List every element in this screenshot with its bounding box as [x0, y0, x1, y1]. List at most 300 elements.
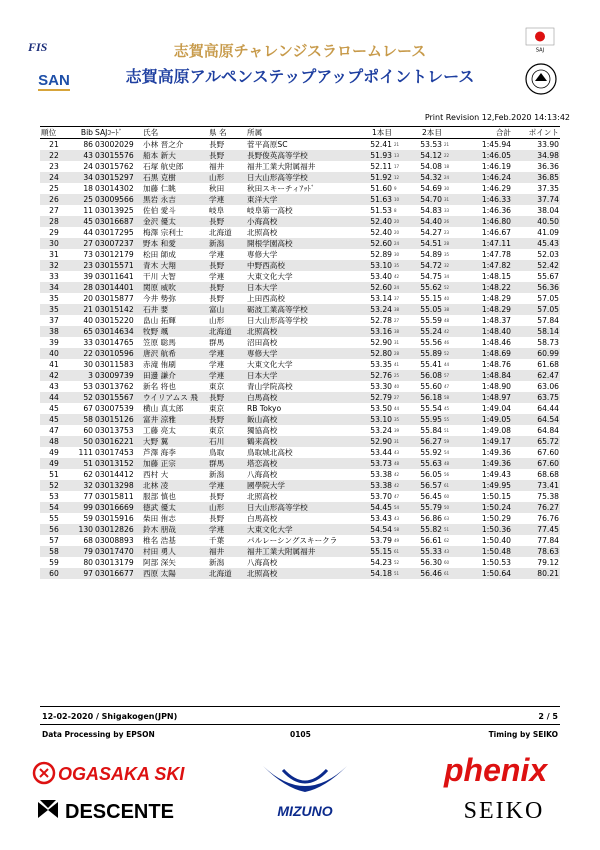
- cell-run1-rank: 27: [393, 392, 408, 403]
- japan-flag-icon: [525, 27, 555, 53]
- cell-run1: 53.10: [358, 414, 393, 425]
- cell-affiliation: 東洋大学: [246, 194, 358, 205]
- table-row: [40, 150, 560, 161]
- cell-run2-rank: 38: [443, 304, 458, 315]
- cell-prefecture: 鳥取: [209, 448, 225, 457]
- cell-run1-rank: 35: [393, 260, 408, 271]
- cell-run1: 54.23: [370, 558, 392, 567]
- cell-total: 1:49.05: [458, 414, 512, 425]
- cell-run2: 55.84: [420, 426, 442, 435]
- table-row: [40, 491, 560, 502]
- col-bib: Bib: [68, 127, 94, 139]
- cell-points: 56.36: [512, 282, 560, 293]
- cell-total: 1:46.67: [481, 228, 511, 237]
- cell-points: 75.38: [537, 492, 559, 501]
- cell-name: 徳武 優太: [142, 502, 208, 513]
- cell-run1-rank: 17: [394, 164, 400, 169]
- cell-prefecture: 北海道: [208, 326, 246, 337]
- cell-saj-code: 03015142: [94, 304, 142, 315]
- cell-run1: 54.18: [358, 568, 393, 579]
- cell-prefecture: 長野: [209, 514, 225, 523]
- cell-prefecture: 群馬: [208, 458, 246, 469]
- race-date-location: 12-02-2020 / Shigakogen(JPN): [42, 712, 178, 721]
- cell-run2: 56.27: [408, 436, 443, 447]
- cell-points: 52.42: [512, 260, 560, 271]
- cell-affiliation: 菅平高原SC: [247, 140, 288, 149]
- cell-rank: 26: [40, 194, 68, 205]
- cell-rank: 32: [40, 260, 68, 271]
- cell-rank: 45: [49, 404, 59, 413]
- cell-run2-rank: 23: [444, 230, 450, 235]
- cell-run2-rank: 60: [444, 494, 450, 499]
- cell-bib: 32: [68, 480, 94, 491]
- cell-prefecture: 長野: [208, 216, 246, 227]
- cell-total: 1:50.15: [481, 492, 511, 501]
- cell-saj-code: 03017470: [94, 546, 142, 557]
- cell-run1-rank: 38: [393, 326, 408, 337]
- cell-run1-rank: 28: [393, 348, 408, 359]
- cell-run2-rank: 51: [443, 524, 458, 535]
- cell-name: 富井 涼雅: [142, 414, 208, 425]
- cell-total: 1:46.33: [458, 194, 512, 205]
- cell-saj-code: 03010596: [94, 348, 142, 359]
- cell-run1-rank: 40: [394, 384, 400, 389]
- cell-points: 57.05: [537, 294, 559, 303]
- cell-total: 1:48.40: [458, 326, 512, 337]
- cell-run2-rank: 48: [444, 318, 450, 323]
- cell-points: 73.41: [512, 480, 560, 491]
- cell-affiliation: 北照高校: [246, 568, 358, 579]
- cell-prefecture: 福井: [209, 162, 225, 171]
- svg-text:MIZUNO: MIZUNO: [277, 803, 333, 819]
- cell-bib: 80: [83, 558, 93, 567]
- cell-points: 77.45: [512, 524, 560, 535]
- cell-run1: 53.44: [370, 448, 392, 457]
- cell-affiliation: 専修大学: [247, 250, 278, 259]
- col-run1: 1本目: [358, 127, 393, 139]
- cell-points: 64.54: [512, 414, 560, 425]
- cell-prefecture: 新潟: [209, 470, 225, 479]
- cell-run1: 52.79: [358, 392, 393, 403]
- cell-bib: 30: [83, 360, 93, 369]
- cell-points: 57.05: [512, 304, 560, 315]
- cell-rank: 57: [49, 536, 59, 545]
- cell-run2-rank: 47: [444, 384, 450, 389]
- cell-name: 田邊 謙介: [142, 370, 208, 381]
- cell-run1-rank: 31: [393, 436, 408, 447]
- cell-total: 1:46.80: [458, 216, 512, 227]
- cell-run2-rank: 21: [444, 142, 450, 147]
- cell-run2-rank: 46: [444, 340, 450, 345]
- cell-rank: 37: [49, 316, 59, 325]
- cell-prefecture: 福井: [208, 546, 246, 557]
- cell-run2: 56.45: [420, 492, 442, 501]
- cell-saj-code: 03012179: [95, 250, 134, 259]
- cell-rank: 42: [40, 370, 68, 381]
- cell-rank: 56: [40, 524, 68, 535]
- cell-bib: 86: [83, 140, 93, 149]
- cell-prefecture: 岐阜: [209, 206, 225, 215]
- cell-run2: 54.08: [420, 162, 442, 171]
- cell-total: 1:47.78: [481, 250, 511, 259]
- cell-affiliation: 飯山高校: [246, 414, 358, 425]
- cell-name: 金沢 優太: [142, 216, 208, 227]
- cell-run2: 56.46: [408, 568, 443, 579]
- document-code: 0105: [290, 730, 311, 739]
- cell-saj-code: 03012826: [94, 524, 142, 535]
- cell-run1-rank: 51: [393, 568, 408, 579]
- cell-total: 1:49.08: [481, 426, 511, 435]
- cell-rank: 43: [49, 382, 59, 391]
- cell-run1: 53.79: [370, 536, 392, 545]
- cell-run1: 53.50: [370, 404, 392, 413]
- cell-run2-rank: 43: [443, 546, 458, 557]
- cell-affiliation: 白馬高校: [246, 392, 358, 403]
- cell-rank: 59: [49, 558, 59, 567]
- cell-saj-code: 03009566: [94, 194, 142, 205]
- cell-points: 78.63: [512, 546, 560, 557]
- cell-run1-rank: 58: [393, 524, 408, 535]
- col-total: 合計: [458, 127, 512, 139]
- col-prefecture: 県 名: [208, 127, 246, 139]
- table-row: [40, 403, 560, 414]
- cell-total: 1:48.97: [458, 392, 512, 403]
- cell-points: 80.21: [512, 568, 560, 579]
- cell-run2: 54.83: [420, 206, 442, 215]
- cell-affiliation: 獨協高校: [247, 426, 278, 435]
- cell-saj-code: 03011641: [95, 272, 134, 281]
- col-run2-rank: [443, 127, 458, 139]
- cell-saj-code: 03016677: [94, 568, 142, 579]
- cell-prefecture: 学連: [208, 480, 246, 491]
- cell-total: 1:48.37: [481, 316, 511, 325]
- cell-run1-rank: 54: [393, 502, 408, 513]
- cell-saj-code: 03007539: [95, 404, 134, 413]
- cell-run2: 55.05: [408, 304, 443, 315]
- cell-name: 青木 大翔: [142, 260, 208, 271]
- table-row: [40, 161, 560, 172]
- cell-run2: 56.18: [408, 392, 443, 403]
- cell-saj-code: 03013762: [95, 382, 134, 391]
- cell-rank: 27: [49, 206, 59, 215]
- cell-affiliation: 日大山形高等学校: [247, 316, 308, 325]
- table-row: [40, 348, 560, 359]
- cell-run1: 51.92: [358, 172, 393, 183]
- cell-run1: 53.30: [370, 382, 392, 391]
- cell-run2: 56.08: [408, 370, 443, 381]
- cell-affiliation: 福井工業大附属福井: [246, 546, 358, 557]
- cell-saj-code: 03016669: [94, 502, 142, 513]
- cell-run1: 53.35: [370, 360, 392, 369]
- table-row: [40, 513, 560, 524]
- cell-prefecture: 秋田: [209, 184, 225, 193]
- cell-points: 67.60: [512, 458, 560, 469]
- cell-run1-rank: 9: [394, 186, 397, 191]
- col-rank: 順位: [40, 127, 68, 139]
- cell-bib: 23: [68, 260, 94, 271]
- cell-rank: 49: [49, 448, 59, 457]
- cell-affiliation: 小海高校: [246, 216, 358, 227]
- cell-run2-rank: 58: [443, 392, 458, 403]
- cell-run2: 55.95: [408, 414, 443, 425]
- cell-prefecture: 新潟: [209, 558, 225, 567]
- cell-prefecture: 学連: [208, 370, 246, 381]
- cell-saj-code: 03015126: [94, 414, 142, 425]
- cell-rank: 28: [40, 216, 68, 227]
- cell-name: 加藤 仁眺: [143, 184, 176, 193]
- cell-bib: 40: [83, 316, 93, 325]
- cell-run2: 54.40: [408, 216, 443, 227]
- cell-rank: 35: [49, 294, 59, 303]
- cell-saj-code: 03016687: [94, 216, 142, 227]
- cell-rank: 31: [49, 250, 59, 259]
- cell-total: 1:49.36: [481, 448, 511, 457]
- cell-rank: 49: [40, 458, 68, 469]
- cell-affiliation: 北照高校: [246, 326, 358, 337]
- cell-run2: 55.41: [420, 360, 442, 369]
- cell-run1-rank: 49: [394, 538, 400, 543]
- cell-run1-rank: 39: [394, 428, 400, 433]
- table-row: [40, 502, 560, 513]
- cell-run1: 52.11: [370, 162, 392, 171]
- cell-name: 船本 新大: [142, 150, 208, 161]
- svg-text:phenix: phenix: [444, 753, 548, 788]
- cell-saj-code: 03014302: [95, 184, 134, 193]
- cell-run2: 55.62: [408, 282, 443, 293]
- cell-name: 梅澤 宗利士: [143, 228, 184, 237]
- cell-name: 笠原 聡馬: [143, 338, 176, 347]
- cell-points: 58.73: [537, 338, 559, 347]
- cell-run1-rank: 42: [394, 274, 400, 279]
- cell-bib: 53: [83, 382, 93, 391]
- cell-run1: 53.10: [358, 260, 393, 271]
- cell-name: 新名 将也: [143, 382, 176, 391]
- cell-name: 鈴木 朋哉: [142, 524, 208, 535]
- cell-run1: 52.60: [358, 238, 393, 249]
- svg-text:SAJ: SAJ: [535, 47, 545, 53]
- cell-name: 松田 師成: [143, 250, 176, 259]
- cell-name: 赤滝 侑刷: [143, 360, 176, 369]
- cell-total: 1:46.05: [458, 150, 512, 161]
- cell-run2-rank: 62: [444, 538, 450, 543]
- table-row: [40, 480, 560, 491]
- cell-affiliation: 大東文化大学: [247, 360, 293, 369]
- cell-saj-code: 03014412: [95, 470, 134, 479]
- cell-bib: 28: [68, 282, 94, 293]
- cell-run1: 53.38: [358, 480, 393, 491]
- cell-total: 1:50.24: [458, 502, 512, 513]
- cell-saj-code: 03015576: [94, 150, 142, 161]
- cell-rank: 38: [40, 326, 68, 337]
- table-row: [40, 568, 560, 579]
- cell-run2: 55.59: [420, 316, 442, 325]
- svg-text:SEIKO: SEIKO: [463, 798, 545, 821]
- cell-run1: 55.15: [358, 546, 393, 557]
- cell-run1: 53.70: [370, 492, 392, 501]
- cell-saj-code: 03015811: [95, 492, 134, 501]
- timing-credit: Timing by SEIKO: [488, 730, 558, 739]
- cell-run2-rank: 57: [443, 370, 458, 381]
- cell-rank: 44: [40, 392, 68, 403]
- cell-run1: 52.78: [370, 316, 392, 325]
- cell-prefecture: 千葉: [209, 536, 225, 545]
- table-row: [40, 293, 560, 304]
- cell-affiliation: 中野西高校: [246, 260, 358, 271]
- cell-run2: 55.15: [420, 294, 442, 303]
- cell-total: 1:47.82: [458, 260, 512, 271]
- cell-saj-code: 03013753: [95, 426, 134, 435]
- cell-points: 68.68: [537, 470, 559, 479]
- table-row: [40, 469, 560, 480]
- table-row: [40, 458, 560, 469]
- cell-points: 52.03: [537, 250, 559, 259]
- cell-run2-rank: 48: [443, 458, 458, 469]
- cell-rank: 39: [49, 338, 59, 347]
- table-row: [40, 337, 560, 348]
- cell-affiliation: 北照高校: [247, 492, 278, 501]
- cell-points: 37.35: [537, 184, 559, 193]
- svg-text:DESCENTE: DESCENTE: [65, 801, 174, 823]
- cell-prefecture: 北海道: [208, 568, 246, 579]
- cell-run1: 53.38: [370, 470, 392, 479]
- cell-total: 1:49.36: [458, 458, 512, 469]
- cell-prefecture: 学連: [208, 348, 246, 359]
- cell-run2-rank: 59: [443, 436, 458, 447]
- cell-run2: 54.51: [408, 238, 443, 249]
- cell-run2-rank: 28: [443, 238, 458, 249]
- cell-rank: 35: [40, 304, 68, 315]
- cell-run1: 52.90: [370, 338, 392, 347]
- cell-affiliation: 鳥取城北高校: [247, 448, 293, 457]
- cell-points: 67.60: [537, 448, 559, 457]
- cell-run2-rank: 30: [444, 186, 450, 191]
- cell-run1-rank: 31: [394, 340, 400, 345]
- cell-name: 椎名 浩基: [143, 536, 176, 545]
- cell-run2-rank: 61: [443, 568, 458, 579]
- cell-affiliation: パルレーシングスキークラ: [247, 536, 338, 545]
- cell-saj-code: 03015762: [95, 162, 134, 171]
- cell-total: 1:50.29: [481, 514, 511, 523]
- table-row: [40, 557, 560, 568]
- cell-bib: 130: [68, 524, 94, 535]
- cell-points: 58.14: [512, 326, 560, 337]
- cell-run1-rank: 25: [393, 370, 408, 381]
- cell-run2-rank: 60: [444, 560, 450, 565]
- cell-run1-rank: 44: [394, 406, 400, 411]
- cell-name: 牧野 颯: [142, 326, 208, 337]
- cell-prefecture: 学連: [208, 524, 246, 535]
- cell-affiliation: 青山学院高校: [247, 382, 293, 391]
- cell-points: 64.44: [537, 404, 559, 413]
- cell-name: 西村 大: [143, 470, 169, 479]
- cell-run1-rank: 43: [394, 450, 400, 455]
- table-row: [40, 282, 560, 293]
- cell-total: 1:49.17: [458, 436, 512, 447]
- cell-run1: 54.45: [358, 502, 393, 513]
- cell-run2: 54.75: [420, 272, 442, 281]
- cell-run2-rank: 52: [443, 282, 458, 293]
- cell-saj-code: 03007237: [94, 238, 142, 249]
- cell-bib: 77: [83, 492, 93, 501]
- cell-run1: 51.60: [370, 184, 392, 193]
- cell-bib: 62: [83, 470, 93, 479]
- cell-affiliation: 福井工業大附属福井: [247, 162, 316, 171]
- cell-name: 今井 勢弥: [143, 294, 176, 303]
- cell-saj-code: 03013298: [94, 480, 142, 491]
- cell-affiliation: 開根学園高校: [246, 238, 358, 249]
- cell-total: 1:48.29: [481, 294, 511, 303]
- cell-run2-rank: 26: [443, 216, 458, 227]
- cell-bib: 111: [78, 448, 93, 457]
- cell-run2-rank: 51: [444, 428, 450, 433]
- cell-bib: 43: [68, 150, 94, 161]
- table-row: [40, 249, 560, 260]
- cell-points: 64.84: [537, 426, 559, 435]
- cell-total: 1:49.43: [481, 470, 511, 479]
- cell-run1-rank: 61: [393, 546, 408, 557]
- cell-saj-code: 03017295: [95, 228, 134, 237]
- print-revision: Print Revision 12,Feb.2020 14:13:42: [424, 113, 570, 122]
- table-row: [40, 172, 560, 183]
- cell-run1: 51.93: [358, 150, 393, 161]
- cell-bib: 58: [68, 414, 94, 425]
- cell-bib: 11: [83, 206, 93, 215]
- cell-run2: 55.54: [420, 404, 442, 413]
- cell-rank: 22: [40, 150, 68, 161]
- cell-points: 76.27: [512, 502, 560, 513]
- cell-name: ウイリアムス 飛: [142, 392, 208, 403]
- cell-run2: 56.57: [408, 480, 443, 491]
- seiko-logo: [440, 797, 568, 821]
- cell-rank: 51: [49, 470, 59, 479]
- cell-run2-rank: 56: [444, 472, 450, 477]
- cell-affiliation: 秋田スキーチィｱｯﾄﾞ: [247, 184, 315, 193]
- cell-prefecture: 山形: [209, 316, 225, 325]
- cell-run2: 56.86: [420, 514, 442, 523]
- cell-total: 1:50.53: [481, 558, 511, 567]
- cell-run1-rank: 20: [393, 216, 408, 227]
- cell-affiliation: 白馬高校: [247, 514, 278, 523]
- cell-prefecture: 石川: [208, 436, 246, 447]
- results-table: [40, 126, 560, 579]
- cell-run2-rank: 33: [444, 208, 450, 213]
- cell-prefecture: 東京: [209, 404, 225, 413]
- cell-bib: 34: [68, 172, 94, 183]
- cell-prefecture: 長野: [209, 140, 225, 149]
- cell-rank: 40: [40, 348, 68, 359]
- cell-run2: 55.79: [408, 502, 443, 513]
- table-row: [40, 205, 560, 216]
- cell-total: 1:46.29: [481, 184, 511, 193]
- cell-saj-code: 03014401: [94, 282, 142, 293]
- cell-name: 佐伯 愛斗: [143, 206, 176, 215]
- table-row: [40, 447, 560, 458]
- cell-bib: 3: [68, 370, 94, 381]
- table-row: [40, 392, 560, 403]
- cell-affiliation: 八海高校: [247, 558, 278, 567]
- data-processing-credit: Data Processing by EPSON: [42, 730, 155, 739]
- cell-run2: 55.60: [420, 382, 442, 391]
- cell-total: 1:48.29: [458, 304, 512, 315]
- cell-rank: 58: [40, 546, 68, 557]
- cell-prefecture: 長野: [209, 294, 225, 303]
- cell-prefecture: 長野: [208, 282, 246, 293]
- table-row: [40, 436, 560, 447]
- cell-total: 1:50.48: [458, 546, 512, 557]
- cell-run2-rank: 52: [443, 348, 458, 359]
- cell-run2-rank: 54: [444, 450, 450, 455]
- cell-run1-rank: 41: [394, 362, 400, 367]
